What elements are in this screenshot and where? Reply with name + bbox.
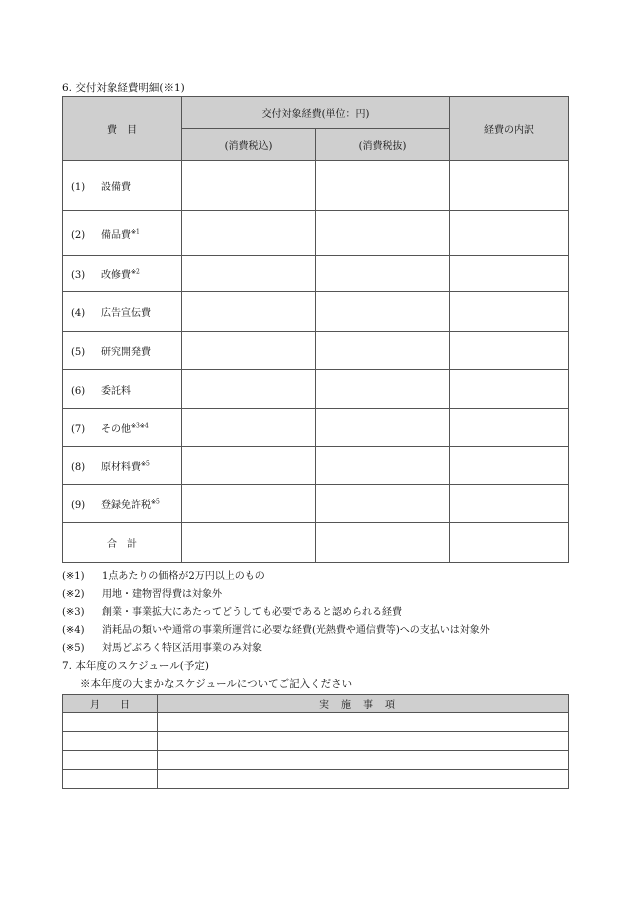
note-5: (※5) 対馬どぶろく特区活用事業のみ対象 xyxy=(62,643,262,654)
header-activity: 実施事項 xyxy=(158,695,569,713)
total-tax-included[interactable] xyxy=(182,523,316,563)
row-label: (2) 備品費$^{※1}$ xyxy=(63,211,182,256)
section-7-title: 7. 本年度のスケジュール(予定) xyxy=(62,660,209,672)
total-label: 合 計 xyxy=(63,523,182,563)
cell-tax-included[interactable] xyxy=(182,256,316,292)
expense-row xyxy=(63,485,569,523)
total-row xyxy=(63,523,569,563)
cell-breakdown[interactable] xyxy=(450,332,569,370)
cell-tax-excluded[interactable] xyxy=(316,256,450,292)
cell-date[interactable] xyxy=(63,751,158,770)
header-item: 費 目 xyxy=(63,97,182,161)
cell-activity[interactable] xyxy=(158,751,569,770)
total-tax-excluded[interactable] xyxy=(316,523,450,563)
cell-breakdown[interactable] xyxy=(450,485,569,523)
row-label: (3) 改修費$^{※2}$ xyxy=(63,256,182,292)
section-7-instruction: ※本年度の大まかなスケジュールについてご記入ください xyxy=(80,678,353,690)
cell-tax-included[interactable] xyxy=(182,161,316,211)
cell-date[interactable] xyxy=(63,732,158,751)
row-label: (7) その他$^{※3※4}$ xyxy=(63,409,182,447)
note-1: (※1) 1点あたりの価格が2万円以上のもの xyxy=(62,571,265,582)
cell-tax-excluded[interactable] xyxy=(316,161,450,211)
schedule-row xyxy=(63,732,569,751)
cell-breakdown[interactable] xyxy=(450,256,569,292)
row-label: (6) 委託料 xyxy=(63,370,182,409)
expense-row xyxy=(63,211,569,256)
expense-row xyxy=(63,256,569,292)
cell-breakdown[interactable] xyxy=(450,370,569,409)
cell-date[interactable] xyxy=(63,713,158,732)
cell-tax-excluded[interactable] xyxy=(316,370,450,409)
header-date: 月 日 xyxy=(63,695,158,713)
row-label: (1) 設備費 xyxy=(63,161,182,211)
schedule-row xyxy=(63,751,569,770)
expense-row xyxy=(63,447,569,485)
expense-table xyxy=(62,96,569,563)
cell-breakdown[interactable] xyxy=(450,447,569,485)
row-label: (9) 登録免許税$^{※5}$ xyxy=(63,485,182,523)
header-breakdown: 経費の内訳 xyxy=(450,97,569,161)
note-3: (※3) 創業・事業拡大にあたってどうしても必要であると認められる経費 xyxy=(62,607,402,618)
cell-date[interactable] xyxy=(63,770,158,789)
cell-activity[interactable] xyxy=(158,770,569,789)
expense-row xyxy=(63,292,569,332)
cell-tax-included[interactable] xyxy=(182,409,316,447)
expense-row xyxy=(63,370,569,409)
cell-tax-excluded[interactable] xyxy=(316,292,450,332)
cell-tax-included[interactable] xyxy=(182,332,316,370)
schedule-row xyxy=(63,713,569,732)
note-2: (※2) 用地・建物習得費は対象外 xyxy=(62,589,222,600)
note-4: (※4) 消耗品の類いや通常の事業所運営に必要な経費(光熱費や通信費等)への支払いは対象外 xyxy=(62,625,490,636)
cell-tax-excluded[interactable] xyxy=(316,447,450,485)
cell-tax-included[interactable] xyxy=(182,370,316,409)
schedule-table xyxy=(62,694,569,789)
cell-tax-excluded[interactable] xyxy=(316,409,450,447)
total-breakdown[interactable] xyxy=(450,523,569,563)
row-label: (5) 研究開発費 xyxy=(63,332,182,370)
cell-breakdown[interactable] xyxy=(450,161,569,211)
header-amount: 交付対象経費(単位：円) xyxy=(182,97,450,129)
header-tax-excluded: (消費税抜) xyxy=(316,129,450,161)
cell-tax-included[interactable] xyxy=(182,292,316,332)
cell-tax-excluded[interactable] xyxy=(316,332,450,370)
expense-row xyxy=(63,332,569,370)
cell-tax-included[interactable] xyxy=(182,447,316,485)
section-6-title: 6. 交付対象経費明細(※1) xyxy=(62,82,185,94)
cell-breakdown[interactable] xyxy=(450,292,569,332)
cell-tax-included[interactable] xyxy=(182,485,316,523)
expense-row xyxy=(63,409,569,447)
cell-breakdown[interactable] xyxy=(450,211,569,256)
cell-tax-included[interactable] xyxy=(182,211,316,256)
cell-breakdown[interactable] xyxy=(450,409,569,447)
row-label: (8) 原材料費$^{※5}$ xyxy=(63,447,182,485)
cell-activity[interactable] xyxy=(158,732,569,751)
cell-activity[interactable] xyxy=(158,713,569,732)
expense-row xyxy=(63,161,569,211)
header-tax-included: (消費税込) xyxy=(182,129,316,161)
schedule-row xyxy=(63,770,569,789)
cell-tax-excluded[interactable] xyxy=(316,211,450,256)
cell-tax-excluded[interactable] xyxy=(316,485,450,523)
row-label: (4) 広告宣伝費 xyxy=(63,292,182,332)
